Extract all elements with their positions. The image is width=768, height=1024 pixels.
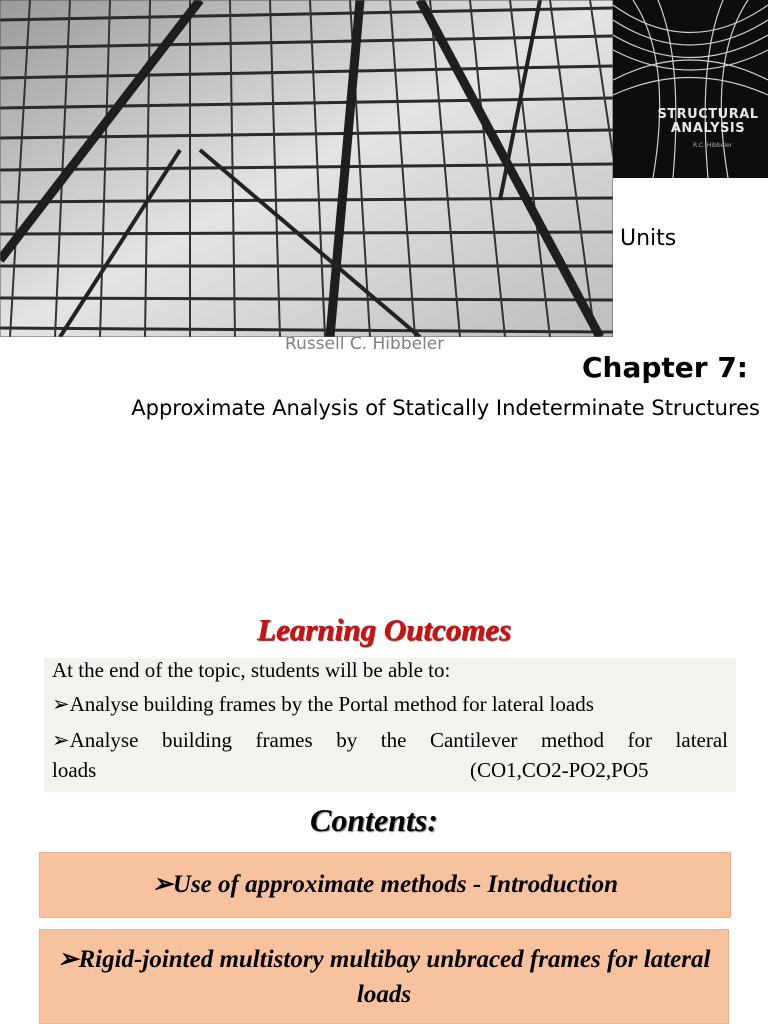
chapter-title: Chapter 7: <box>581 351 748 384</box>
contents-item: ➢Use of approximate methods - Introduction <box>39 852 731 918</box>
learning-outcomes-intro: At the end of the topic, students will be able to: <box>52 658 451 682</box>
author-name: Russell C. Hibbeler <box>285 334 445 354</box>
learning-outcome-item-continued <box>52 758 728 783</box>
learning-outcomes-box <box>44 658 736 792</box>
learning-outcome-item: ➢Analyse building frames by the Cantilever method for lateral <box>52 728 728 752</box>
building-photo <box>0 0 613 337</box>
learning-outcome-text: loads <box>52 758 97 782</box>
units-label: Units <box>620 226 677 251</box>
outcome-codes: (CO1,CO2-PO2,PO5 <box>470 758 649 782</box>
book-cover-image <box>613 0 768 178</box>
contents-heading: Contents: <box>309 802 439 838</box>
learning-outcome-item: ➢Analyse building frames by the Portal method for lateral loads <box>52 692 594 716</box>
chapter-subtitle: Approximate Analysis of Statically Indeterminate Structures <box>131 396 760 420</box>
book-author: R.C. Hibbeler <box>693 142 733 149</box>
book-title: STRUCTURAL ANALYSIS <box>657 107 759 136</box>
learning-outcomes-heading: Learning Outcomes <box>256 612 512 647</box>
contents-item: ➢Rigid-jointed multistory multibay unbraced frames for lateral loads <box>39 929 729 1024</box>
